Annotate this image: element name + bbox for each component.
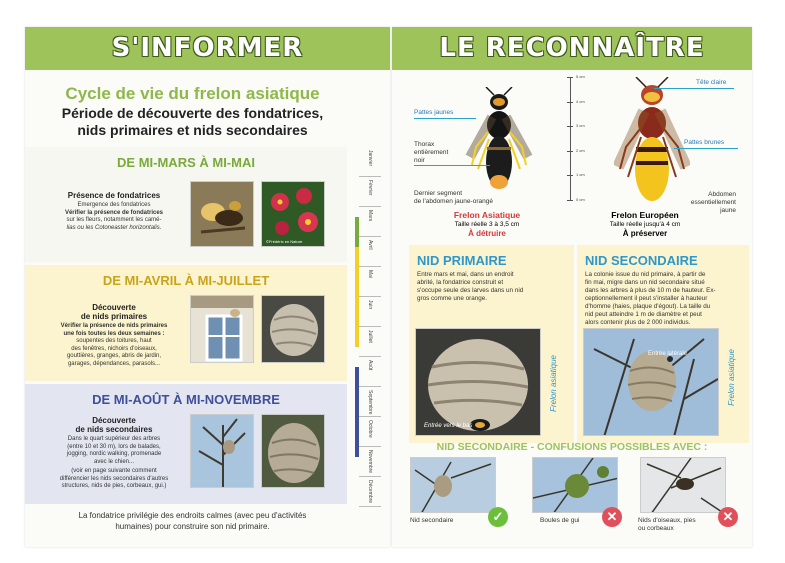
text-line: Vérifier la présence de nids primaires — [60, 323, 168, 329]
month-label: Avril — [367, 240, 373, 250]
side-label: Frelon asiatique — [727, 349, 736, 406]
scale-label: 2 cm — [576, 147, 585, 153]
nest-primary-title: NID PRIMAIRE — [417, 253, 507, 268]
section-mars-mai — [25, 147, 347, 262]
text-line: nid peut atteindre 1 m de diamètre et peut — [585, 311, 702, 318]
anno-line — [414, 165, 490, 166]
photo-caption: Entrée vers le bas — [424, 423, 473, 429]
photo-credit: ©Frédéric en Nature — [266, 239, 303, 244]
section-text — [39, 416, 189, 491]
european-hornet-action: À préserver — [622, 229, 668, 238]
nest-primary-photo — [415, 328, 541, 436]
anno-line — [674, 148, 738, 149]
text-line: Dans le quart supérieur des arbres — [67, 436, 161, 442]
month-label: Septembre — [367, 390, 373, 415]
european-hornet-name: Frelon Européen — [611, 210, 679, 220]
text-line: soupentes des toitures, haut — [76, 338, 152, 344]
scale-tick — [567, 151, 573, 152]
text-line: (entre 10 et 30 m), lors de balades, — [67, 443, 161, 450]
nest-secondary-box — [577, 245, 749, 443]
scale-label: 3 cm — [576, 123, 585, 129]
section-heading: Découverte — [92, 303, 136, 312]
nest-primary-text — [417, 271, 523, 303]
tree-nest-photo — [190, 414, 254, 488]
anno-text: Abdomen — [708, 191, 736, 198]
timeline-month — [359, 177, 381, 207]
month-timeline — [355, 147, 387, 507]
month-label: Décembre — [367, 480, 373, 504]
text-line: différencier les nids secondaires d'autres — [59, 475, 169, 482]
anno-pattes-jaunes: Pattes jaunes — [414, 109, 454, 116]
footer-line: humaines) pour construire son nid primaire. — [115, 522, 270, 531]
anno-text: de l'abdomen jaune-orangé — [414, 198, 493, 205]
timeline-month — [359, 207, 381, 237]
text-line: des fenêtres, nichoirs d'oiseaux, — [71, 345, 157, 352]
text-line: fin mai, migre dans un nid secondaire situé — [585, 279, 705, 286]
asian-hornet-size: Taille réelle 3 à 3,5 cm — [454, 221, 520, 228]
section-aout-novembre — [25, 384, 347, 504]
nest-secondary-text — [585, 271, 716, 327]
page-subtitle — [25, 105, 360, 139]
conf-photo-nids-oiseaux — [640, 457, 726, 513]
conf-label-line: ou corbeaux — [638, 525, 674, 532]
text-line: Entre mars et mai, dans un endroit — [417, 271, 514, 278]
text-line: avec le chien... — [93, 458, 135, 465]
section-heading: Découverte — [92, 416, 136, 425]
right-page — [392, 27, 752, 547]
cross-icon: ✕ — [718, 507, 738, 527]
month-label: Mars — [367, 210, 373, 222]
check-icon: ✓ — [488, 507, 508, 527]
anno-dernier-segment — [414, 190, 493, 206]
text-line: Vérifier la présence de fondatrices — [64, 209, 164, 216]
scale-label: 4 cm — [576, 98, 585, 104]
asian-hornet-illustration — [464, 87, 534, 207]
scale-ruler — [570, 77, 571, 201]
timeline-month — [359, 417, 381, 447]
anno-text: Dernier segment — [414, 190, 463, 197]
text-line: dans les arbres à plus de 10 m de hauteur. Ex- — [585, 287, 716, 294]
section-text — [39, 303, 189, 368]
month-label: Juin — [367, 300, 373, 310]
conf-label: Nid secondaire — [410, 517, 454, 524]
section-avril-juillet — [25, 265, 347, 381]
anno-text: noir — [414, 157, 425, 164]
footer-line: La fondatrice privilégie des endroits calmes (avec peu d'activités — [78, 511, 307, 520]
fondatrice-photo — [190, 181, 254, 247]
text-line: La colonie issue du nid primaire, à partir de — [585, 271, 706, 278]
scale-label: 0 cm — [576, 197, 585, 202]
window-photo — [190, 295, 254, 363]
conf-label — [638, 517, 696, 533]
text-line: structures, nids de pies, corbeaux, gui.) — [61, 483, 167, 489]
right-banner: LE RECONNAÎTRE — [392, 27, 752, 70]
text-line: s'occupe seule des larves dans un nid — [417, 287, 524, 294]
month-label: Février — [367, 180, 373, 196]
scale-tick — [567, 102, 573, 103]
section-title: DE MI-AOÛT À MI-NOVEMBRE — [92, 392, 280, 407]
text-line: une fois toutes les deux semaines : — [63, 330, 165, 337]
anno-thorax — [414, 141, 448, 165]
scale-label: 1 cm — [576, 172, 585, 178]
month-label: Novembre — [367, 450, 373, 474]
timeline-month — [359, 297, 381, 327]
nest-primary-box — [409, 245, 574, 443]
photo-caption: Entrée latérale — [648, 351, 688, 357]
text-line: alors contenir plus de 2 000 individus. — [585, 319, 691, 326]
anno-text: essentiellement jaune — [690, 199, 736, 214]
anno-pattes-brunes: Pattes brunes — [684, 139, 725, 146]
text-line: abrité, la fondatrice construit et — [417, 279, 504, 286]
scale-tick — [567, 200, 573, 201]
timeline-month — [359, 387, 381, 417]
scale-tick — [567, 77, 573, 78]
subtitle-line: nids primaires et nids secondaires — [77, 122, 308, 138]
timeline-month — [359, 267, 381, 297]
section-text — [39, 191, 189, 232]
month-label: Août — [367, 360, 373, 371]
nest-secondary-title: NID SECONDAIRE — [585, 253, 698, 268]
anno-line — [654, 88, 734, 89]
primary-nest-photo — [261, 295, 325, 363]
section-heading: de nids primaires — [80, 312, 148, 321]
scale-label: 5 cm — [576, 74, 585, 79]
asian-hornet-caption — [432, 211, 542, 238]
nest-secondary-photo — [583, 328, 719, 436]
month-label: Mai — [367, 270, 373, 279]
text-line: (voir en page suivante comment — [71, 468, 157, 474]
text-line: d'homme (haies, plaque d'égout). La taille du — [585, 303, 711, 310]
month-label: Janvier — [367, 150, 373, 167]
cross-icon: ✕ — [602, 507, 622, 527]
asian-hornet-action: À détruire — [468, 229, 506, 238]
page-title: Cycle de vie du frelon asiatique — [65, 84, 320, 103]
european-hornet-size: Taille réelle jusqu'à 4 cm — [609, 221, 681, 228]
month-label: Octobre — [367, 420, 373, 438]
text-line: sur les fleurs, notamment les camé- — [66, 217, 162, 223]
subtitle-line: Période de découverte des fondatrices, — [61, 105, 324, 121]
section-heading: de nids secondaires — [75, 425, 153, 434]
conf-label: Boules de gui — [540, 517, 580, 524]
month-label: Juillet — [367, 330, 373, 343]
text-line: Emergence des fondatrices — [77, 202, 151, 208]
timeline-month — [359, 237, 381, 267]
anno-text: entièrement — [414, 149, 449, 156]
asian-hornet-name: Frelon Asiatique — [453, 210, 521, 220]
section-title: DE MI-AVRIL À MI-JUILLET — [102, 273, 270, 288]
footer-note — [40, 510, 345, 532]
camelia-photo — [261, 181, 325, 247]
text-line: jogging, nordic walking, promenade — [66, 451, 162, 457]
text-line: garages, dépendances, parasols... — [67, 360, 161, 367]
left-banner: S'INFORMER — [25, 27, 390, 70]
timeline-month — [359, 147, 381, 177]
conf-photo-nid-secondaire — [410, 457, 496, 513]
anno-line — [414, 118, 476, 119]
anno-tete-claire: Tête claire — [696, 79, 727, 86]
text-line: gros comme une orange. — [417, 295, 488, 302]
conf-label-line: Nids d'oiseaux, pies — [638, 517, 696, 524]
timeline-month — [359, 357, 381, 387]
secondary-nest-photo — [261, 414, 325, 488]
scale-tick — [567, 175, 573, 176]
confusions-title: NID SECONDAIRE - CONFUSIONS POSSIBLES AVEC : — [436, 441, 708, 453]
scale-tick — [567, 126, 573, 127]
timeline-month — [359, 477, 381, 507]
conf-photo-gui — [532, 457, 618, 513]
section-title: DE MI-MARS À MI-MAI — [117, 155, 255, 170]
european-hornet-caption — [590, 211, 700, 238]
anno-text: Thorax — [414, 141, 435, 148]
text-line: gouttières, granges, abris de jardin, — [66, 353, 162, 359]
left-page — [25, 27, 390, 547]
text-line: ceptionnellement il peut s'installer à hauteur — [585, 295, 708, 302]
timeline-month — [359, 447, 381, 477]
section-heading: Présence de fondatrices — [67, 191, 161, 200]
side-label: Frelon asiatique — [549, 355, 558, 412]
timeline-month — [359, 327, 381, 357]
text-line: lias ou les Cotoneaster horizontalis. — [66, 224, 162, 231]
